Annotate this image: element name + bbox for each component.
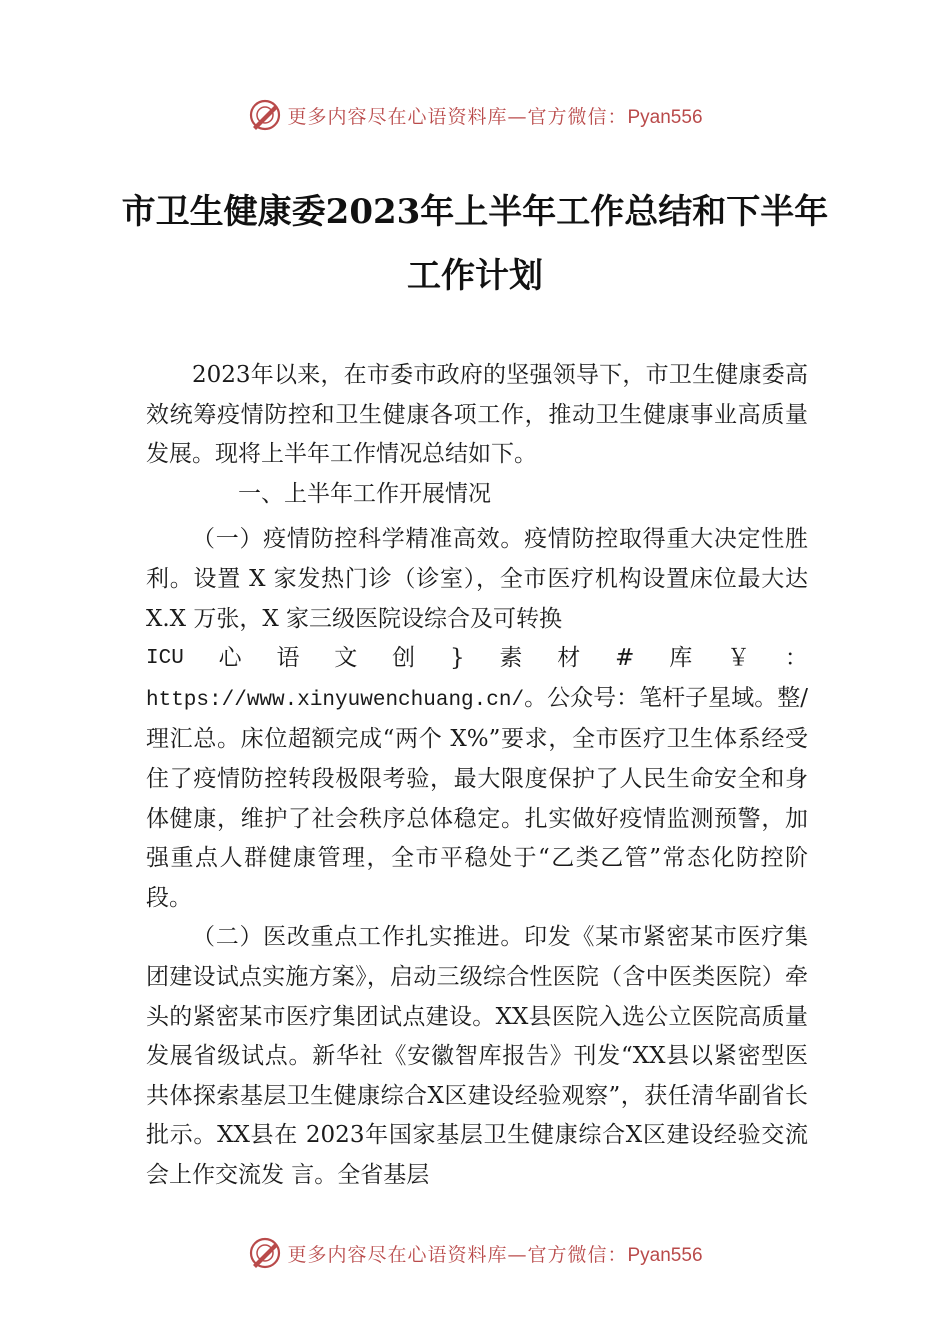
wechat-id: Pyan556 (627, 1244, 703, 1266)
footer-banner (0, 1233, 950, 1273)
header-banner (0, 95, 950, 135)
section-heading-1: 一、上半年工作开展情况 (238, 480, 491, 507)
document-body (146, 356, 808, 1195)
banner-text: 更多内容尽在心语资料库—官方微信：Pyan556 (287, 1243, 703, 1266)
paragraph-1: （一）疫情防控科学精准高效。疫情防控取得重大决定性胜利。设置 X 家发热门诊（诊室），全市医疗机构设置床位最大达 X.X 万张，X 家三级医院设综合及可转换 (146, 526, 808, 632)
document-title: 市卫生健康委2023年上半年工作总结和下半年工作计划 (121, 192, 829, 296)
intro-paragraph: 2023年以来，在市委市政府的坚强领导下，市卫生健康委高效统筹疫情防控和卫生健康各项工作，推动卫生健康事业高质量发展。现将上半年工作情况总结如下。 (146, 362, 808, 468)
pen-logo-icon (247, 1235, 283, 1271)
wechat-id: Pyan556 (627, 106, 703, 128)
paragraph-2: （二）医改重点工作扎实推进。印发《某市紧密某市医疗集团建设试点实施方案》，启动三级综合性医院（含中医类医院）牵头的紧密某市医疗集团试点建设。XX县医院入选公立医院高质量发展省级试点。新华社《安徽智库报告》刊发“XX县以紧密型医共体探索基层卫生健康综合X区建设经验观察”，获任清华副省长批示。XX县在 2023年国家基层卫生健康综合X区建设经验交流会上作交流发 言。全省基层 (146, 924, 808, 1188)
paragraph-1-cont: https://www.xinyuwenchuang.cn/。公众号：笔杆子星域。整/理汇总。床位超额完成“两个 X%”要求，全市医疗卫生体系经受住了疫情防控转段极限考验，最大限度保护了人民生命安全和身体健康，维护了社会秩序总体稳定。扎实做好疫情监测预警，加强重点人群健康管理，全市平稳处于“乙类乙管”常态化防控阶段。 (146, 684, 808, 911)
url-link[interactable]: https://www.xinyuwenchuang.cn/ (146, 688, 525, 712)
pen-logo-icon (247, 97, 283, 133)
spaced-line: ICU 心 语 文 创 } 素 材 # 库 ￥ ： (146, 645, 808, 672)
banner-text: 更多内容尽在心语资料库—官方微信：Pyan556 (287, 105, 703, 128)
